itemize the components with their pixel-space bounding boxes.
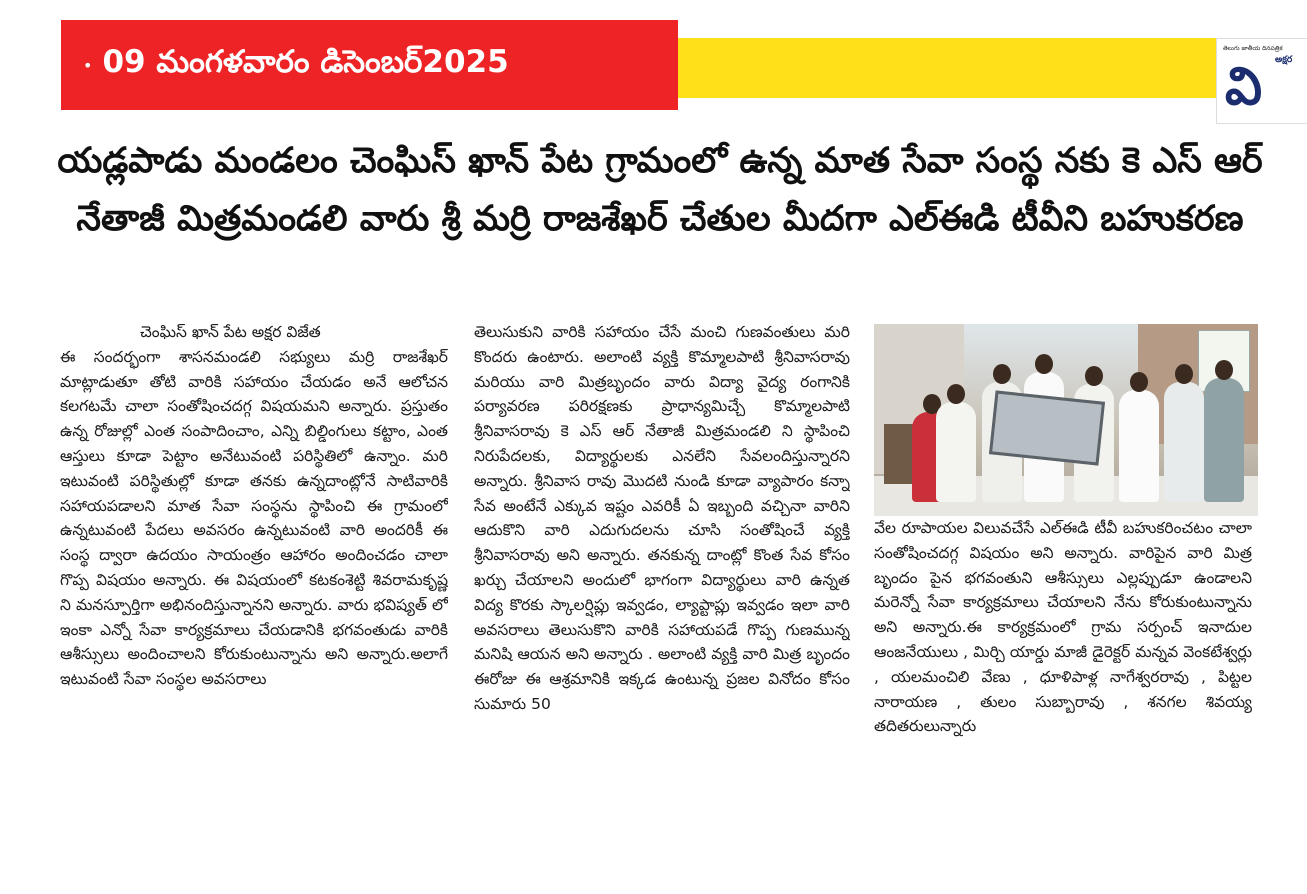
- column-1-text: ఈ సందర్భంగా శాసనమండలి సభ్యులు మర్రి రాజశేఖర్ మాట్లాడుతూ తోటి వారికి సహాయం చేయడం అనే ఆలోచన కలగటమే చాలా సంతోషించదగ్గ విషయమని అన్నారు. ప్రస్తుతం ఉన్న రోజుల్లో ఎంత సంపాదించాం, ఎన్ని బిల్డింగులు కట్టాం, ఎంత ఆస్తులు కూడా పెట్టాం అనేటువంటి పరిస్థితిలో ఉన్నాం. మరి ఇటువంటి పరిస్థితుల్లో కూడా తనకు ఉన్నదాంట్లోనే సాటివారికి సహాయపడాలని మాత సేవా సంస్థను స్థాపించి ఈ గ్రామంలో ఉన్నటువంటి పేదలు అవసరం ఉన్నటువంటి వారి అందరికీ ఈ సంస్థ ద్వారా ఉదయం సాయంత్రం ఆహారం అందించడం చాలా గొప్ప విషయం అన్నారు. ఈ విషయంలో కటకంశెట్టి శివరామకృష్ణ ని మనస్పూర్తిగా అభినందిస్తున్నానని అన్నారు. వారు భవిష్యత్ లో ఇంకా ఎన్నో సేవా కార్యక్రమాలు చేయడానికి భగవంతుడు వారికి ఆశీస్సులు అందించాలని కోరుకుంటున్నాను అని అన్నారు.అలాగే ఇటువంటి సేవా సంస్థల అవసరాలు: [60, 347, 448, 689]
- article-byline: చెంఘిస్ ఖాన్ పేట అక్షర విజేత: [140, 323, 321, 341]
- header-accent-bar: [678, 38, 1216, 98]
- article-headline: యడ్లపాడు మండలం చెంఘిస్ ఖాన్ పేట గ్రామంలో ఉన్న మాత సేవా సంస్థ నకు కె ఎస్ ఆర్ నేతాజీ మిత్రమండలి వారు శ్రీ మర్రి రాజశేఖర్ చేతుల మీదగా ఎల్ఈడి టీవీని బహుకరణ: [57, 141, 1263, 239]
- photo-led-tv: [989, 390, 1105, 465]
- newspaper-logo: [1216, 38, 1307, 124]
- column-2-text: తెలుసుకుని వారికి సహాయం చేసే మంచి గుణవంతులు మరి కొందరు ఉంటారు. అలాంటి వ్యక్తి కొమ్మాలపాటి శ్రీనివాసరావు మరియు వారి మిత్రబృందం వారు విద్యా వైద్య రంగానికి పర్యావరణ పరిరక్షణకు ప్రాధాన్యమిచ్చే కొమ్మాలపాటి శ్రీనివాసరావు కె ఎస్ ఆర్ నేతాజీ మిత్రమండలి ని స్థాపించి నిరుపేదలకు, విద్యార్థులకు ఎనలేని సేవలందిస్తున్నారని అన్నారు. శ్రీనివాస రావు మొదటి నుండి కూడా వ్యాపారం కన్నా సేవ అంటేనే ఎక్కువ ఇష్టం ఎవరికీ ఏ ఇబ్బంది వచ్చినా వారిని ఆదుకొని వారి ఎదుగుదలను చూసి సంతోషించే వ్యక్తి శ్రీనివాసరావు అని అన్నారు. తనకున్న దాంట్లో కొంత సేవ కోసం ఖర్చు చేయాలని అందులో భాగంగా విద్యార్థులు వారి ఉన్నత విద్య కొరకు స్కాలర్షిప్లు ఇవ్వడం, ల్యాప్టాప్లు ఇవ్వడం ఇలా వారి అవసరాలు తెలుసుకొని వారికి సహాయపడే గొప్ప గుణమున్న మనిషి ఆయన అని అన్నారు . అలాంటి వ్యక్తి వారి మిత్ర బృందం ఈరోజు ఈ ఆశ్రమానికి ఇక్కడ ఉంటున్న ప్రజల వినోదం కోసం సుమారు 50: [474, 323, 850, 713]
- photo-person: [1204, 378, 1244, 502]
- logo-tagline: తెలుగు జాతీయ దినపత్రిక: [1223, 45, 1283, 52]
- article-column-3: [874, 516, 1252, 846]
- article-column-1: [60, 320, 448, 880]
- photo-person: [936, 402, 976, 502]
- photo-tv-box: [884, 424, 914, 484]
- date-banner: [61, 20, 678, 110]
- logo-small-text: అక్షర: [1275, 55, 1293, 65]
- logo-name: వి: [1225, 57, 1262, 117]
- edition-date: 09 మంగళవారం డిసెంబర్2025: [102, 43, 509, 80]
- article-photo: [874, 324, 1258, 516]
- photo-person: [1164, 382, 1204, 502]
- article-column-2: [474, 320, 850, 880]
- photo-person: [1119, 390, 1159, 502]
- column-3-text: వేల రూపాయల విలువచేసే ఎల్ఈడి టీవీ బహుకరించటం చాలా సంతోషించదగ్గ విషయం అని అన్నారు. వారిపైన వారి మిత్ర బృందం పైన భగవంతుని ఆశీస్సులు ఎల్లప్పుడూ ఉండాలని మరెన్నో సేవా కార్యక్రమాలు చేయాలని నేను కోరుకుంటున్నాను అని అన్నారు.ఈ కార్యక్రమంలో గ్రామ సర్పంచ్ ఇనాదుల ఆంజనేయులు , మిర్చి యార్డు మాజీ డైరెక్టర్ మన్నవ వెంకటేశ్వర్లు , యలమంచిలి వేణు , ధూళిపాళ్ల నాగేశ్వరరావు , పిట్టల నారాయణ , తులం సుబ్బారావు , శనగల శివయ్య తదితరులున్నారు: [874, 519, 1252, 736]
- bullet-icon: •: [83, 55, 93, 75]
